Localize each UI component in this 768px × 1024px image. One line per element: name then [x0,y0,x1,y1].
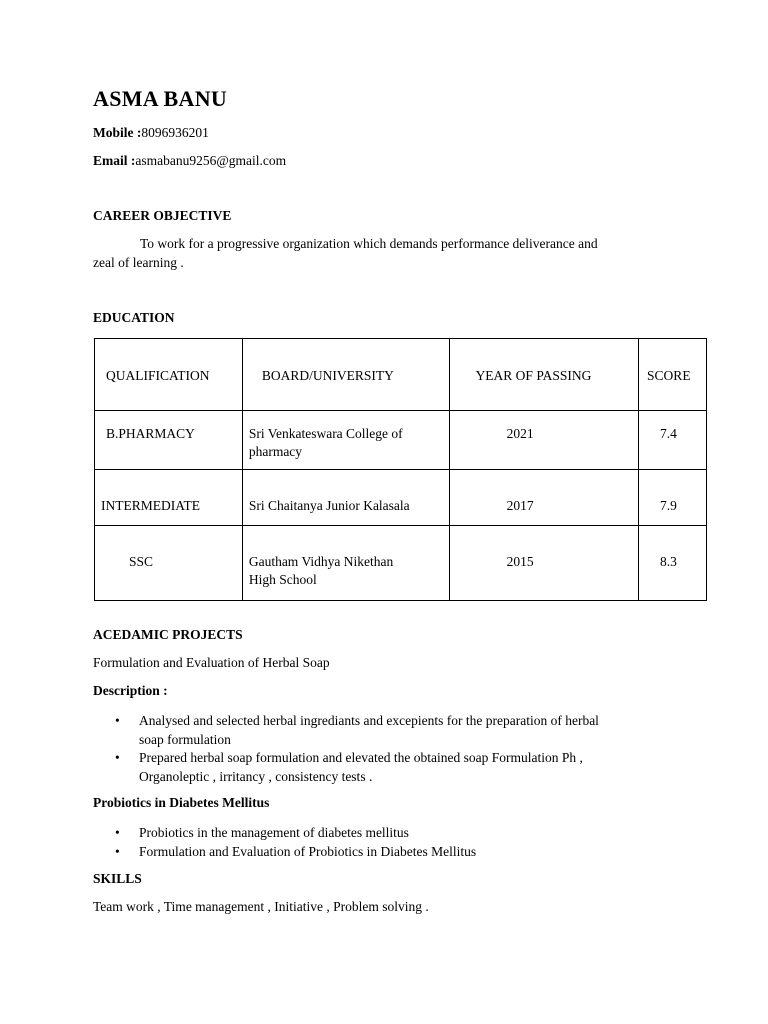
list-item [93,749,599,786]
qualification-text: SSC [129,554,154,569]
bullet-icon: • [115,750,120,765]
skills-heading: SKILLS [93,871,142,886]
project1-title: Formulation and Evaluation of Herbal Soap [93,655,330,670]
cell-qualification [95,526,243,601]
email-label: Email : [93,153,136,168]
bullet-icon: • [115,825,120,840]
education-heading: EDUCATION [93,310,175,325]
board-text-line1: Sri Venkateswara College of [248,426,403,441]
header-score-text: SCORE [647,368,691,383]
cell-score [639,470,707,526]
mobile-value: 8096936201 [141,125,209,140]
header-cell-year [449,339,638,411]
cell-qualification [95,411,243,470]
board-text-line1: Sri Chaitanya Junior Kalasala [248,498,410,513]
score-text: 8.3 [660,554,677,569]
table-header-row [95,339,707,411]
cell-year [449,411,638,470]
list-item-line1: Prepared herbal soap formulation and elevated the obtained soap Formulation Ph , [139,750,583,765]
list-item-line2: soap formulation [139,731,231,747]
cell-qualification [95,470,243,526]
cell-score [639,526,707,601]
cell-board [242,470,449,526]
header-year-text: YEAR OF PASSING [475,368,592,383]
board-text-line2: High School [248,572,317,587]
project2-bullet-list [93,824,476,861]
list-item-line2: Organoleptic , irritancy , consistency tests . [139,768,373,784]
table-row [95,411,707,470]
project2-title: Probiotics in Diabetes Mellitus [93,795,270,810]
score-text: 7.4 [660,426,677,441]
table-row [95,526,707,601]
board-text-line1: Gautham Vidhya Nikethan [248,554,394,569]
description-label: Description : [93,683,168,698]
qualification-text: INTERMEDIATE [101,498,200,513]
bullet-icon: • [115,843,120,859]
project1-bullet-list [93,712,599,786]
cell-year [449,470,638,526]
skills-text: Team work , Time management , Initiative , Problem solving . [93,899,429,914]
list-item [93,843,476,862]
academic-projects-heading: ACEDAMIC PROJECTS [93,627,243,642]
email-value: asmabanu9256@gmail.com [135,153,287,168]
list-item-text: Formulation and Evaluation of Probiotics in Diabetes Mellitus [139,843,477,859]
candidate-name: ASMA BANU [93,86,228,111]
header-qualification-text: QUALIFICATION [106,368,210,383]
year-text: 2021 [506,426,534,441]
year-text: 2015 [506,554,534,569]
career-objective-line1: To work for a progressive organization which demands performance deliverance and [140,236,598,251]
list-item [93,712,599,749]
cell-year [449,526,638,601]
mobile-line [93,125,209,141]
header-board-text: BOARD/UNIVERSITY [261,368,394,383]
table-row [95,470,707,526]
list-item-text: Probiotics in the management of diabetes mellitus [139,825,409,840]
career-objective-line2: zeal of learning . [93,255,184,270]
career-objective-heading: CAREER OBJECTIVE [93,208,232,223]
list-item-line1: Analysed and selected herbal ingrediants and excepients for the preparation of herbal [139,713,599,728]
board-text-line2: pharmacy [248,444,303,459]
education-table [94,338,707,601]
qualification-text: B.PHARMACY [106,426,195,441]
cell-board [242,411,449,470]
list-item [93,824,476,843]
year-text: 2017 [506,498,534,513]
score-text: 7.9 [660,498,677,513]
cell-score [639,411,707,470]
mobile-label: Mobile : [93,125,142,140]
header-cell-qualification [95,339,243,411]
cell-board [242,526,449,601]
header-cell-board [242,339,449,411]
header-cell-score [639,339,707,411]
email-line [93,153,286,169]
bullet-icon: • [115,713,120,728]
